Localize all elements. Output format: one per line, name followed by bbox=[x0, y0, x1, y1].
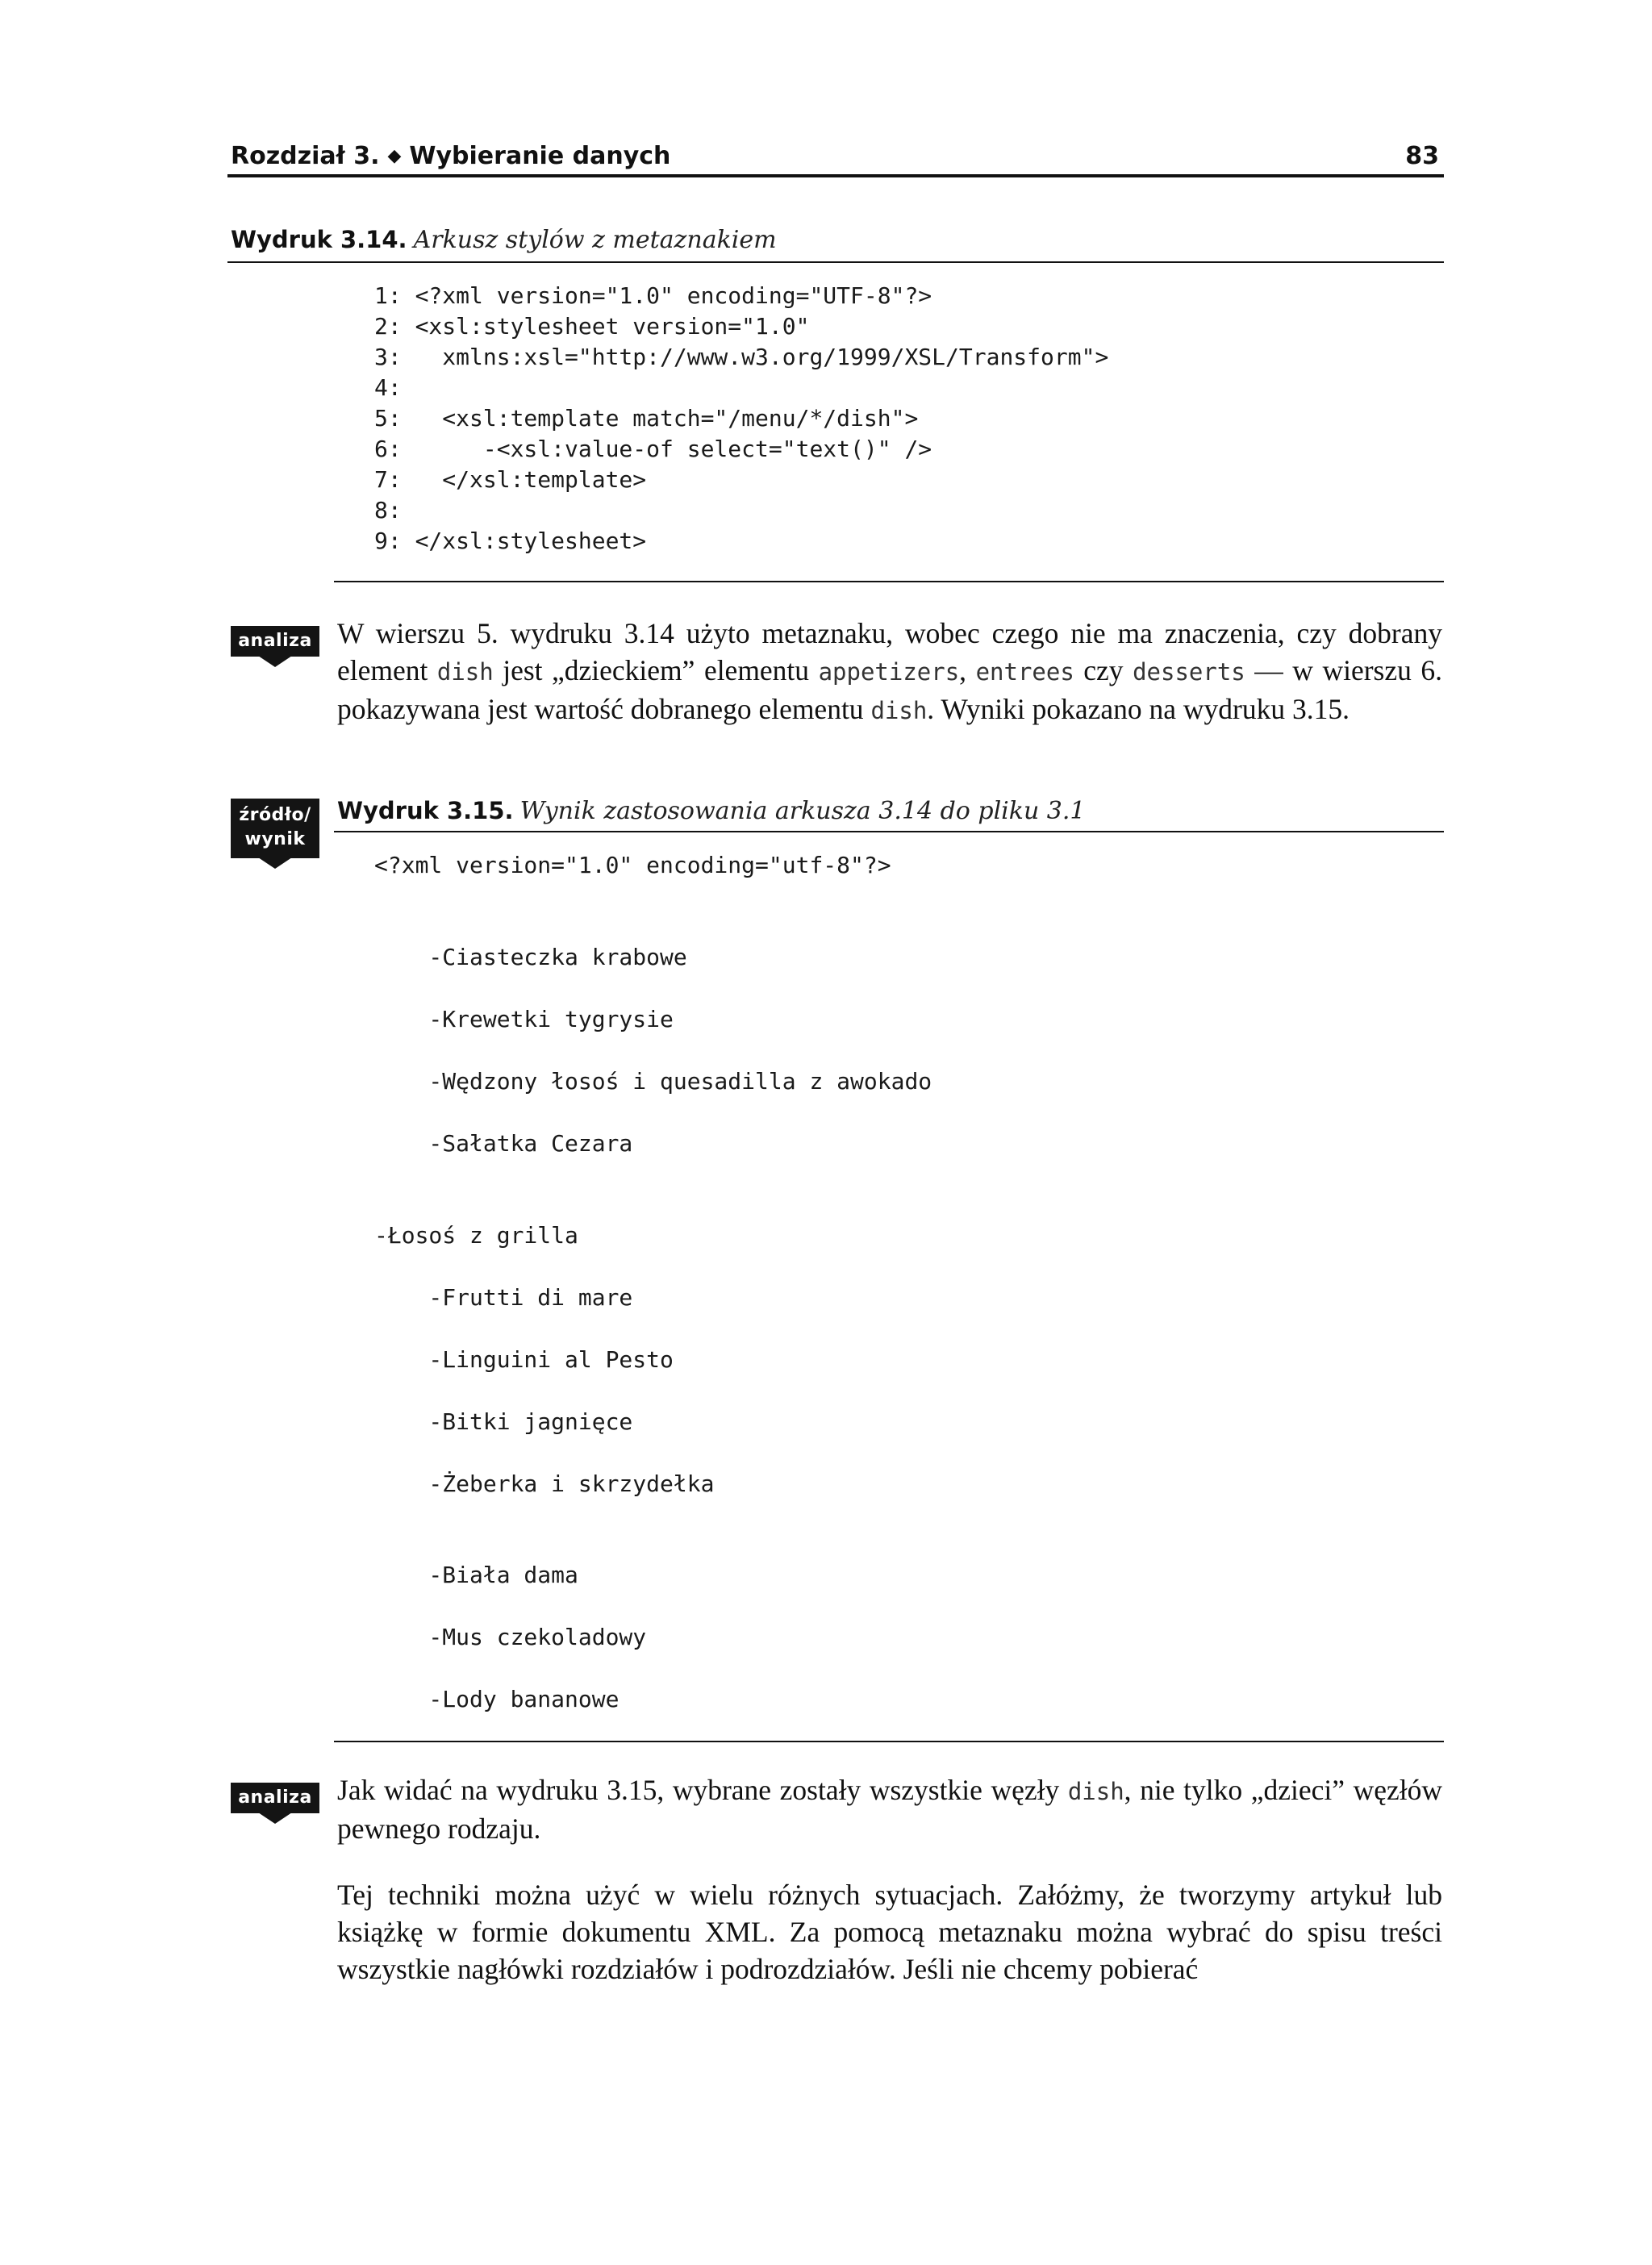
listing-315-label: Wydruk 3.15. bbox=[337, 797, 514, 824]
paragraph-text: czy bbox=[1074, 654, 1133, 686]
inline-code: dish bbox=[1067, 1778, 1124, 1805]
listing-314-caption bbox=[231, 223, 777, 257]
code-line: -Żeberka i skrzydełka bbox=[374, 1470, 715, 1497]
inline-code: entrees bbox=[975, 658, 1074, 686]
code-line: -Wędzony łosoś i quesadilla z awokado bbox=[374, 1068, 932, 1095]
paragraph-3: Tej techniki można użyć w wielu różnych sytuacjach. Załóżmy, że tworzymy artykuł lub książkę w formie dokumentu XML. Za pomocą metaznaku można wybrać do spisu treści wszystkie nagłówki rozdziałów i podrozdziałów. Jeśli nie chcemy pobierać bbox=[337, 1879, 1442, 1985]
page-number: 83 bbox=[1405, 142, 1439, 170]
listing-315-bottom-rule bbox=[334, 1741, 1444, 1742]
paragraph-text: . Wyniki pokazano na wydruku 3.15. bbox=[927, 693, 1350, 725]
inline-code: dish bbox=[436, 658, 494, 686]
code-line: <?xml version="1.0" encoding="utf-8"?> bbox=[374, 852, 891, 878]
paragraph-text: jest „dzieckiem” elementu bbox=[493, 654, 819, 686]
listing-314-title: Arkusz stylów z metaznakiem bbox=[413, 226, 777, 254]
code-line: 4: bbox=[374, 374, 402, 401]
code-line: -Sałatka Cezara bbox=[374, 1130, 633, 1157]
code-line: -Lody bananowe bbox=[374, 1686, 620, 1712]
code-line: 6: -<xsl:value-of select="text()" /> bbox=[374, 436, 932, 462]
paragraph-text: , bbox=[959, 654, 976, 686]
section-label: Wybieranie danych bbox=[409, 142, 671, 170]
code-line: -Linguini al Pesto bbox=[374, 1346, 674, 1373]
code-line: 3: xmlns:xsl="http://www.w3.org/1999/XSL/Transform"> bbox=[374, 344, 1109, 370]
paragraph-text: W wierszu 5. wydruku 3.14 użyto metaznaku, wobec czego nie ma znaczenia, czy dobrany element bbox=[337, 617, 1442, 686]
listing-314-label: Wydruk 3.14. bbox=[231, 226, 407, 253]
running-header bbox=[227, 136, 1446, 174]
header-rule bbox=[227, 174, 1444, 177]
paragraph-1 bbox=[337, 615, 1442, 729]
code-line: -Biała dama bbox=[374, 1562, 578, 1588]
code-line: -Krewetki tygrysie bbox=[374, 1006, 674, 1032]
source-output-icon bbox=[231, 799, 319, 866]
code-line: -Bitki jagnięce bbox=[374, 1408, 633, 1435]
code-line: 1: <?xml version="1.0" encoding="UTF-8"?> bbox=[374, 282, 932, 309]
analysis-icon bbox=[231, 1783, 319, 1821]
analysis-icon-label: analiza bbox=[231, 626, 319, 657]
inline-code: dish bbox=[870, 697, 928, 724]
listing-314-top-rule bbox=[227, 261, 1444, 263]
code-line: 9: </xsl:stylesheet> bbox=[374, 528, 647, 554]
source-output-icon-line1: źródło/ bbox=[239, 805, 311, 825]
paragraph-text: Jak widać na wydruku 3.15, wybrane zostały wszystkie węzły bbox=[337, 1774, 1068, 1806]
listing-315-title: Wynik zastosowania arkusza 3.14 do pliku 3.1 bbox=[519, 797, 1086, 825]
listing-315-caption bbox=[337, 794, 1086, 828]
analysis-icon-label: analiza bbox=[231, 1783, 319, 1813]
paragraph-text: , nie tylko „dzieci” węzłów pewnego rodzaju. bbox=[337, 1774, 1442, 1845]
analysis-icon bbox=[231, 626, 319, 665]
code-line: 2: <xsl:stylesheet version="1.0" bbox=[374, 313, 810, 340]
diamond-separator-icon: ◆ bbox=[387, 146, 402, 166]
paragraph-2 bbox=[337, 1771, 1442, 1847]
code-line: 5: <xsl:template match="/menu/*/dish"> bbox=[374, 405, 919, 432]
chapter-label: Rozdział 3. bbox=[231, 142, 380, 170]
listing-314-bottom-rule bbox=[334, 581, 1444, 582]
inline-code: desserts bbox=[1133, 658, 1245, 686]
code-line: -Mus czekoladowy bbox=[374, 1624, 647, 1650]
code-line: 7: </xsl:template> bbox=[374, 466, 647, 493]
listing-315-top-rule bbox=[334, 831, 1444, 832]
source-output-icon-line2: wynik bbox=[244, 829, 306, 849]
code-line: -Ciasteczka krabowe bbox=[374, 944, 687, 970]
running-header-title bbox=[231, 137, 670, 178]
inline-code: appetizers bbox=[818, 658, 960, 686]
code-line: -Łosoś z grilla bbox=[374, 1222, 578, 1249]
code-line: 8: bbox=[374, 497, 402, 523]
paragraph-text: — w wierszu 6. pokazywana jest wartość dobranego elementu bbox=[337, 654, 1442, 725]
code-line: -Frutti di mare bbox=[374, 1284, 633, 1311]
